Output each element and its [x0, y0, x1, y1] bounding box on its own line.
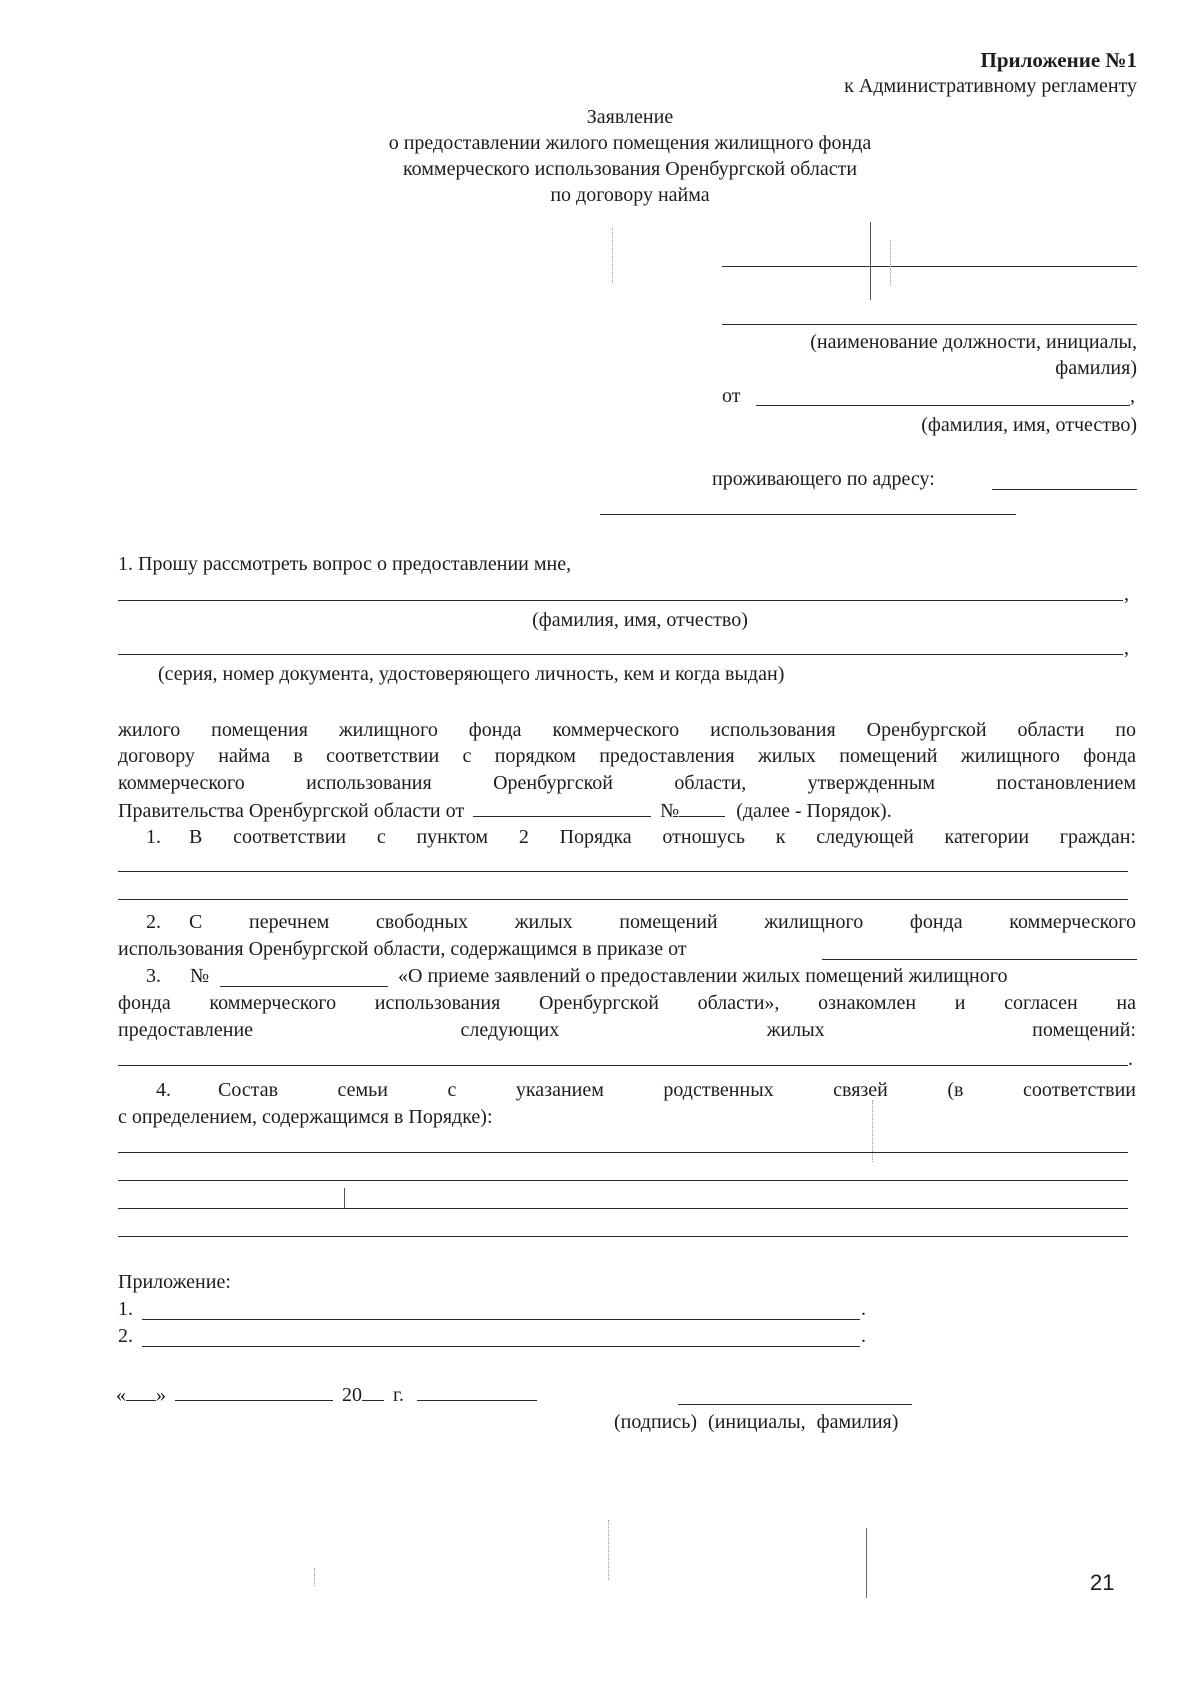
paragraph-line — [118, 798, 892, 823]
agreement-word: следующих — [460, 1019, 560, 1041]
scan-mark — [872, 1100, 873, 1162]
list-text: использования Оренбургской области, содержащимся в приказе от — [118, 938, 687, 960]
paragraph-text: Правительства Оренбургской области от — [118, 800, 465, 822]
request-intro: 1. Прошу рассмотреть вопрос о предоставлении мне, — [118, 553, 572, 575]
attachment-period: . — [861, 1298, 866, 1320]
initials-field[interactable] — [678, 1404, 912, 1405]
month-field[interactable] — [175, 1382, 333, 1401]
paragraph-line: коммерческого использования Оренбургской области, утвержденным постановлением — [118, 772, 1136, 794]
attachment-number: 2. — [118, 1325, 133, 1347]
item-number: 3. — [146, 965, 161, 987]
attachment-field-1[interactable] — [142, 1319, 860, 1320]
premises-field[interactable] — [118, 1065, 1128, 1066]
order-title-text: «О приеме заявлений о предоставлении жилых помещений жилищного — [398, 965, 1008, 987]
appendix-title: Приложение №1 — [980, 48, 1137, 72]
day-field[interactable] — [126, 1382, 156, 1401]
category-text: В соответствии с пунктом 2 Порядка отношусь к следующей категории граждан: — [189, 826, 1136, 848]
position-caption: (наименование должности, инициалы, — [810, 331, 1137, 353]
signature-captions: (подпись) (инициалы, фамилия) — [614, 1411, 899, 1433]
signature-field[interactable] — [417, 1382, 537, 1401]
year-suffix: г. — [393, 1384, 404, 1406]
attachment-field-2[interactable] — [142, 1346, 860, 1347]
from-name-field[interactable] — [756, 405, 1130, 406]
quote-close: » — [156, 1384, 166, 1406]
number-sign: № — [660, 800, 680, 822]
date-line — [116, 1382, 537, 1407]
fio-field[interactable] — [118, 600, 1123, 601]
attachment-period: . — [861, 1325, 866, 1347]
paragraph-line: договору найма в соответствии с порядком предоставления жилых помещений жилищного фонда — [118, 745, 1136, 767]
name-caption: (фамилия, имя, отчество) — [921, 414, 1137, 436]
page-number: 21 — [1090, 1570, 1115, 1595]
document-comma: , — [1124, 637, 1129, 659]
address-label: проживающего по адресу: — [712, 468, 935, 490]
agreement-line — [118, 1018, 1136, 1042]
document-caption: (серия, номер документа, удостоверяющего личность, кем и когда выдан) — [158, 663, 785, 685]
paragraph-text: (далее - Порядок). — [736, 800, 892, 822]
agreement-word: жилых — [766, 1019, 825, 1041]
category-field-1[interactable] — [118, 871, 1128, 872]
position-caption-2: фамилия) — [1055, 357, 1137, 379]
scan-mark — [890, 240, 891, 285]
number-sign: № — [190, 965, 210, 987]
order-number-field[interactable] — [220, 986, 388, 987]
family-field-2[interactable] — [118, 1180, 1128, 1181]
document-title-line2: о предоставлении жилого помещения жилищного фонда — [388, 132, 872, 154]
item-number: 4. — [156, 1079, 171, 1101]
resolution-date-field[interactable] — [473, 798, 651, 817]
paragraph-line: жилого помещения жилищного фонда коммерческого использования Оренбургской области по — [118, 719, 1136, 741]
premises-period: . — [1128, 1048, 1133, 1070]
addressee-blank-1[interactable] — [722, 266, 1137, 267]
scan-mark — [870, 222, 871, 300]
item-number: 1. — [146, 826, 161, 848]
category-field-2[interactable] — [118, 899, 1128, 900]
scan-mark — [608, 1520, 609, 1580]
address-field-2[interactable] — [600, 514, 1016, 515]
scan-mark — [866, 1528, 867, 1598]
addressee-blank-2[interactable] — [722, 324, 1137, 325]
order-date-field[interactable] — [822, 959, 1137, 960]
list-text: С перечнем свободных жилых помещений жилищного фонда коммерческого — [189, 911, 1136, 933]
agreement-word: предоставление — [118, 1019, 254, 1041]
quote-open: « — [116, 1384, 126, 1406]
family-field-1[interactable] — [118, 1152, 1128, 1153]
family-field-3[interactable] — [118, 1208, 1128, 1209]
document-title-line3: коммерческого использования Оренбургской области — [402, 158, 858, 180]
scan-mark — [314, 1568, 315, 1586]
family-text: Состав семьи с указанием родственных связей (в соответствии — [218, 1079, 1136, 1101]
family-field-4[interactable] — [118, 1236, 1128, 1237]
from-comma: , — [1130, 385, 1135, 407]
resolution-number-field[interactable] — [679, 798, 725, 817]
address-field-1[interactable] — [992, 489, 1137, 490]
scan-mark — [344, 1188, 345, 1208]
attachment-number: 1. — [118, 1298, 133, 1320]
item-number: 2. — [146, 911, 161, 933]
appendix-subtitle: к Административному регламенту — [844, 75, 1137, 97]
fio-caption: (фамилия, имя, отчество) — [532, 609, 748, 631]
year-field[interactable] — [362, 1382, 384, 1401]
attachments-label: Приложение: — [118, 1271, 231, 1293]
document-field[interactable] — [118, 654, 1123, 655]
agreement-word: помещений: — [1032, 1019, 1136, 1041]
scan-mark — [612, 228, 613, 283]
family-text-2: с определением, содержащимся в Порядке): — [118, 1106, 493, 1128]
document-title-line4: по договору найма — [550, 184, 710, 206]
year-prefix: 20 — [342, 1384, 362, 1406]
fio-comma: , — [1124, 583, 1129, 605]
from-label: от — [722, 385, 741, 407]
document-title: Заявление — [586, 106, 674, 128]
order-title-text-2: фонда коммерческого использования Оренбургской области», ознакомлен и согласен на — [118, 992, 1136, 1014]
